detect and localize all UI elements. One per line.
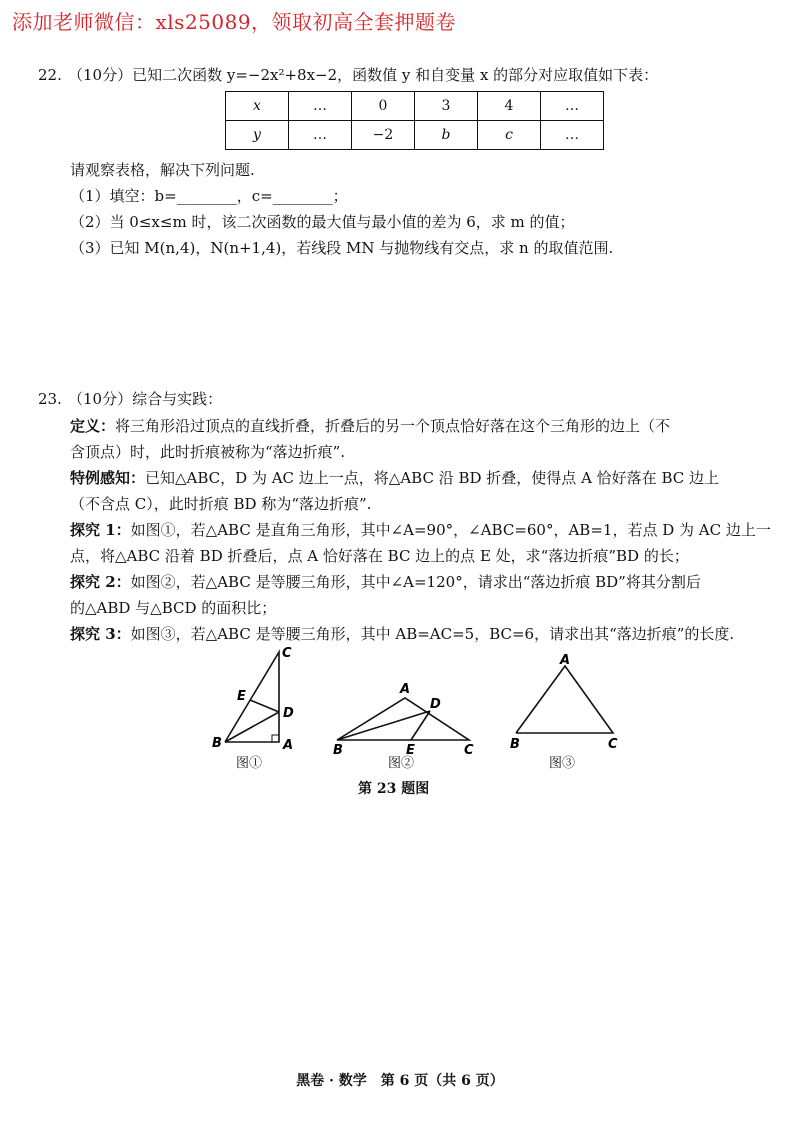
table-cell: 4 [478, 92, 541, 121]
q23-e3-text: 如图③，若△ABC 是等腰三角形，其中 AB=AC=5，BC=6，请求出其“落边折痕”的长度. [130, 625, 735, 643]
figure-1 [225, 652, 279, 742]
fig2-label-b: B [333, 743, 343, 758]
table-cell: b [415, 121, 478, 150]
fig2-label-d: D [430, 697, 441, 712]
q23-e2-label: 探究 2： [70, 573, 131, 591]
q22-stem [38, 62, 658, 88]
figure-3 [516, 666, 613, 733]
q23-title: （10分）综合与实践： [68, 390, 223, 408]
q22-value-table [225, 91, 604, 150]
fig1-label-e: E [237, 689, 246, 704]
q23-e1-label: 探究 1： [70, 521, 131, 539]
fig3-triangle [516, 666, 613, 733]
table-cell: 0 [352, 92, 415, 121]
fig2-label-a: A [400, 682, 411, 697]
table-cell: … [541, 121, 604, 150]
fig1-ed [250, 700, 279, 712]
q22-stem-text: （10分）已知二次函数 y=−2x²+8x−2，函数值 y 和自变量 x 的部分对应取值如下表： [68, 66, 659, 84]
figure-caption: 第 23 题图 [358, 781, 430, 797]
q22-part2: （2）当 0≤x≤m 时，该二次函数的最大值与最小值的差为 6，求 m 的值； [70, 213, 575, 231]
q22-part1: （1）填空：b=________，c=________； [70, 187, 348, 205]
q22-number: 22. [38, 66, 62, 84]
fig1-right-angle [272, 735, 279, 742]
fig1-label-c: C [282, 646, 292, 661]
watermark-text: 添加老师微信：xls25089，领取初高全套押题卷 [12, 10, 457, 34]
table-cell: −2 [352, 121, 415, 150]
fig3-label-a: A [560, 653, 571, 668]
fig1-label-d: D [283, 706, 294, 721]
q23-header [38, 386, 222, 412]
q23-def-label: 定义： [70, 417, 116, 435]
fig3-caption: 图③ [549, 756, 576, 771]
fig1-label-a: A [283, 738, 294, 753]
fig1-label-b: B [212, 736, 222, 751]
fig2-caption: 图② [388, 756, 415, 771]
table-cell: y [226, 121, 289, 150]
table-cell: 3 [415, 92, 478, 121]
table-cell: c [478, 121, 541, 150]
q22-instruction: 请观察表格，解决下列问题. [70, 161, 255, 179]
table-row [226, 121, 604, 150]
fig3-label-c: C [608, 737, 618, 752]
q23-e2-text: 如图②，若△ABC 是等腰三角形，其中∠A=120°，请求出“落边折痕 BD”将其分割后 [130, 573, 701, 591]
table-cell: … [289, 92, 352, 121]
q23-number: 23. [38, 390, 62, 408]
table-cell: x [226, 92, 289, 121]
fig2-label-c: C [464, 743, 474, 758]
q23-case-line2: （不含点 C），此时折痕 BD 称为“落边折痕”. [70, 495, 372, 513]
q22-part3: （3）已知 M(n,4)，N(n+1,4)，若线段 MN 与抛物线有交点，求 n 的取值范围. [70, 239, 614, 257]
page-footer: 黑卷 · 数学 第 6 页（共 6 页） [296, 1073, 504, 1089]
fig1-caption: 图① [236, 756, 263, 771]
q23-explore1-line2: 点，将△ABC 沿着 BD 折叠后，点 A 恰好落在 BC 边上的点 E 处，求“落边折痕”BD 的长； [70, 547, 689, 565]
q23-explore2-line2: 的△ABD 与△BCD 的面积比； [70, 599, 277, 617]
q23-def-text: 将三角形沿过顶点的直线折叠，折叠后的另一个顶点恰好落在这个三角形的边上（不 [115, 417, 671, 435]
fig2-bd [337, 711, 430, 740]
q23-case-label: 特例感知： [70, 469, 146, 487]
q23-definition-line1 [70, 414, 670, 438]
fig2-label-e: E [406, 743, 415, 758]
q23-case-text: 已知△ABC，D 为 AC 边上一点，将△ABC 沿 BD 折叠，使得点 A 恰好落在 BC 边上 [145, 469, 719, 487]
q23-definition-line2: 含顶点）时，此时折痕被称为“落边折痕”. [70, 443, 346, 461]
fig1-triangle [225, 652, 279, 742]
fig3-label-b: B [510, 737, 520, 752]
q23-case-line1 [70, 466, 719, 490]
table-cell: … [541, 92, 604, 121]
table-cell: … [289, 121, 352, 150]
table-row [226, 92, 604, 121]
q23-explore1-line1 [70, 518, 771, 542]
q23-explore2-line1 [70, 570, 701, 594]
figure-2 [337, 698, 469, 740]
q23-e3-label: 探究 3： [70, 625, 131, 643]
q23-e1-text: 如图①，若△ABC 是直角三角形，其中∠A=90°，∠ABC=60°，AB=1，若点 D 为 AC 边上一 [130, 521, 771, 539]
